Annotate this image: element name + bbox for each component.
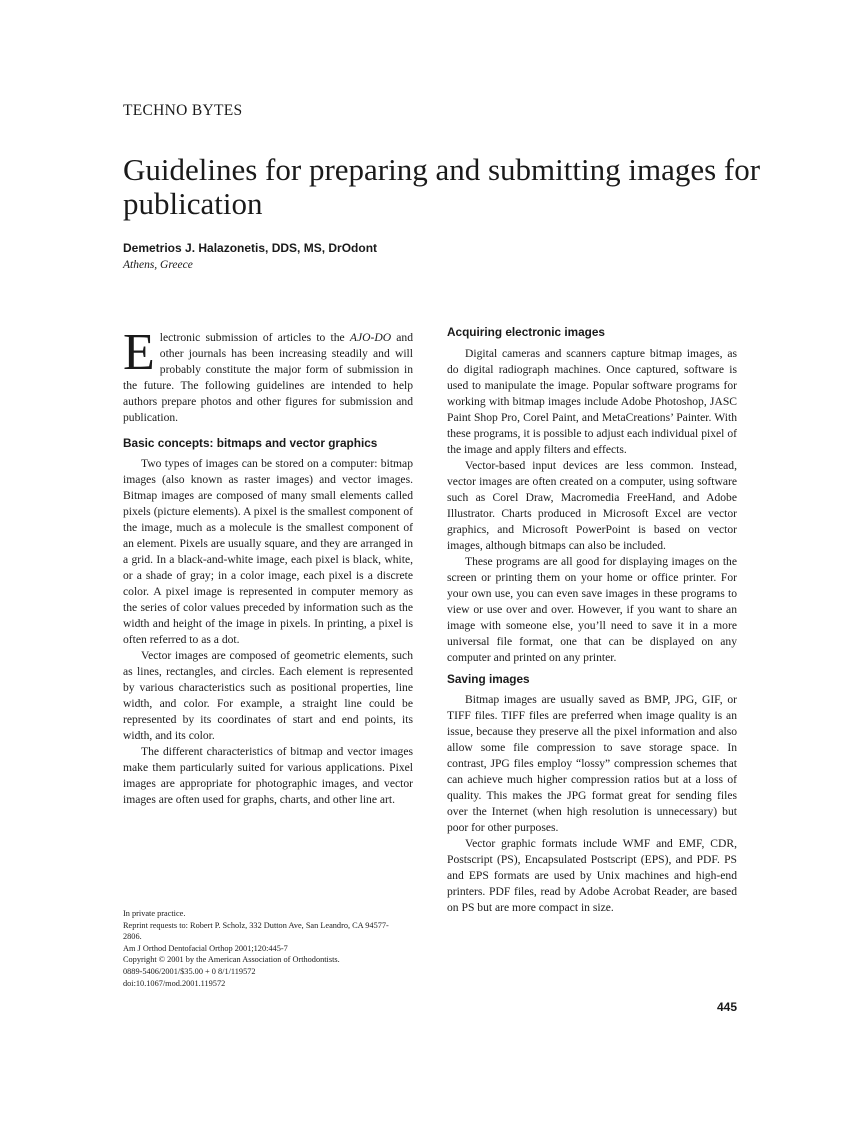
- article-title: Guidelines for preparing and submitting images for publication: [123, 152, 761, 221]
- intro-text-start: lectronic submission of articles to the: [159, 331, 350, 344]
- right-column: [447, 324, 737, 916]
- paragraph: Vector-based input devices are less common. Instead, vector images are often created on a computer, using software such as Corel Draw, Macromedia FreeHand, and Adobe Illustrator. Charts produced in Microsoft Excel are vector graphics, and Microsoft PowerPoint is based on vector images, although bitmaps can also be included.: [447, 459, 737, 552]
- paragraph: These programs are all good for displaying images on the screen or printing them on your home or office printer. For your own use, you can even save images in these programs to view or use over and over. However, if you want to share an image with someone else, you’ll need to save it in a more universal file format, one that can be displayed on any computer and printed on any printer.: [447, 555, 737, 664]
- intro-paragraph: [123, 324, 413, 426]
- footnote-line: doi:10.1067/mod.2001.119572: [123, 978, 226, 988]
- footnote-line: 2806.: [123, 932, 142, 942]
- paragraph: Bitmap images are usually saved as BMP, JPG, GIF, or TIFF files. TIFF files are preferred when image quality is an issue, because they preserve all the pixel information and also allow some file compression to save storage space. In contrast, JPG files employ “lossy” compression schemes that can achieve much higher compression ratios but at a loss of quality. This makes the JPG format great for sending files over the Internet (when high resolution is unnecessary) but poor for other purposes.: [447, 693, 737, 834]
- footnote-line: Copyright © 2001 by the American Association of Orthodontists.: [123, 955, 340, 965]
- heading-basic-concepts: Basic concepts: bitmaps and vector graphics: [123, 436, 378, 450]
- intro-text-end: and other journals has been increasing steadily and will probably constitute the major form of submission in the future. The following guidelines are intended to help authors prepare photos and other figures for submission and publication.: [123, 331, 413, 424]
- footnote-line: Am J Orthod Dentofacial Orthop 2001;120:445-7: [123, 943, 288, 953]
- journal-name: AJO-DO: [349, 331, 392, 344]
- heading-saving-images: Saving images: [447, 672, 530, 686]
- drop-cap: E: [123, 324, 155, 381]
- paragraph: Digital cameras and scanners capture bitmap images, as do digital radiograph machines. Once captured, software is used to manipulate the image. Popular software programs for working with bitmap images include Adobe Photoshop, JASC Paint Shop Pro, Corel Paint, and MetaCreations’ Painter. With these programs, it is possible to adjust each individual pixel of the image and apply filters and effects.: [447, 347, 737, 456]
- section-label: TECHNO BYTES: [123, 102, 243, 119]
- paragraph: Vector graphic formats include WMF and EMF, CDR, Postscript (PS), Encapsulated Postscript (EPS), and PDF. PS and EPS formats are used by Unix machines and high-end printers. PDF files, read by Adobe Acrobat Reader, are based on PS but are more compact in size.: [447, 837, 737, 914]
- page-number: 445: [716, 1000, 737, 1014]
- paragraph: Two types of images can be stored on a computer: bitmap images (also known as raster images) and vector images. Bitmap images are composed of many small elements called pixels (picture elements). A pixel is the smallest component of the image, much as a molecule is the smallest component of an element. Pixels are usually square, and they are arranged in a grid. In a black-and-white image, each pixel is black, white, or a shade of gray; in a color image, each pixel is a discrete color. A pixel image is represented in computer memory as the series of color values preceded by information such as the width and height of the image in pixels. In printing, a pixel is often referred to as a dot.: [123, 457, 413, 646]
- footnote-line: Reprint requests to: Robert P. Scholz, 332 Dutton Ave, San Leandro, CA 94577-: [123, 920, 389, 930]
- paragraph: The different characteristics of bitmap and vector images make them particularly suited for various applications. Pixel images are appropriate for photographic images, and vector images are often used for graphs, charts, and other line art.: [123, 745, 413, 806]
- footnote-line: 0889-5406/2001/$35.00 + 0 8/1/119572: [123, 966, 256, 976]
- footnote-line: In private practice.: [123, 909, 186, 918]
- heading-acquiring-images: Acquiring electronic images: [447, 325, 605, 339]
- author-affiliation: Athens, Greece: [123, 259, 193, 271]
- left-column: [123, 324, 413, 808]
- author-name: Demetrios J. Halazonetis, DDS, MS, DrOdont: [123, 241, 378, 255]
- footnotes: [123, 908, 423, 989]
- paragraph: Vector images are composed of geometric elements, such as lines, rectangles, and circles. Each element is represented by various characteristics such as positional properties, line width, and color. For example, a straight line could be represented by its coordinates of start and end points, its width, and its color.: [123, 649, 413, 742]
